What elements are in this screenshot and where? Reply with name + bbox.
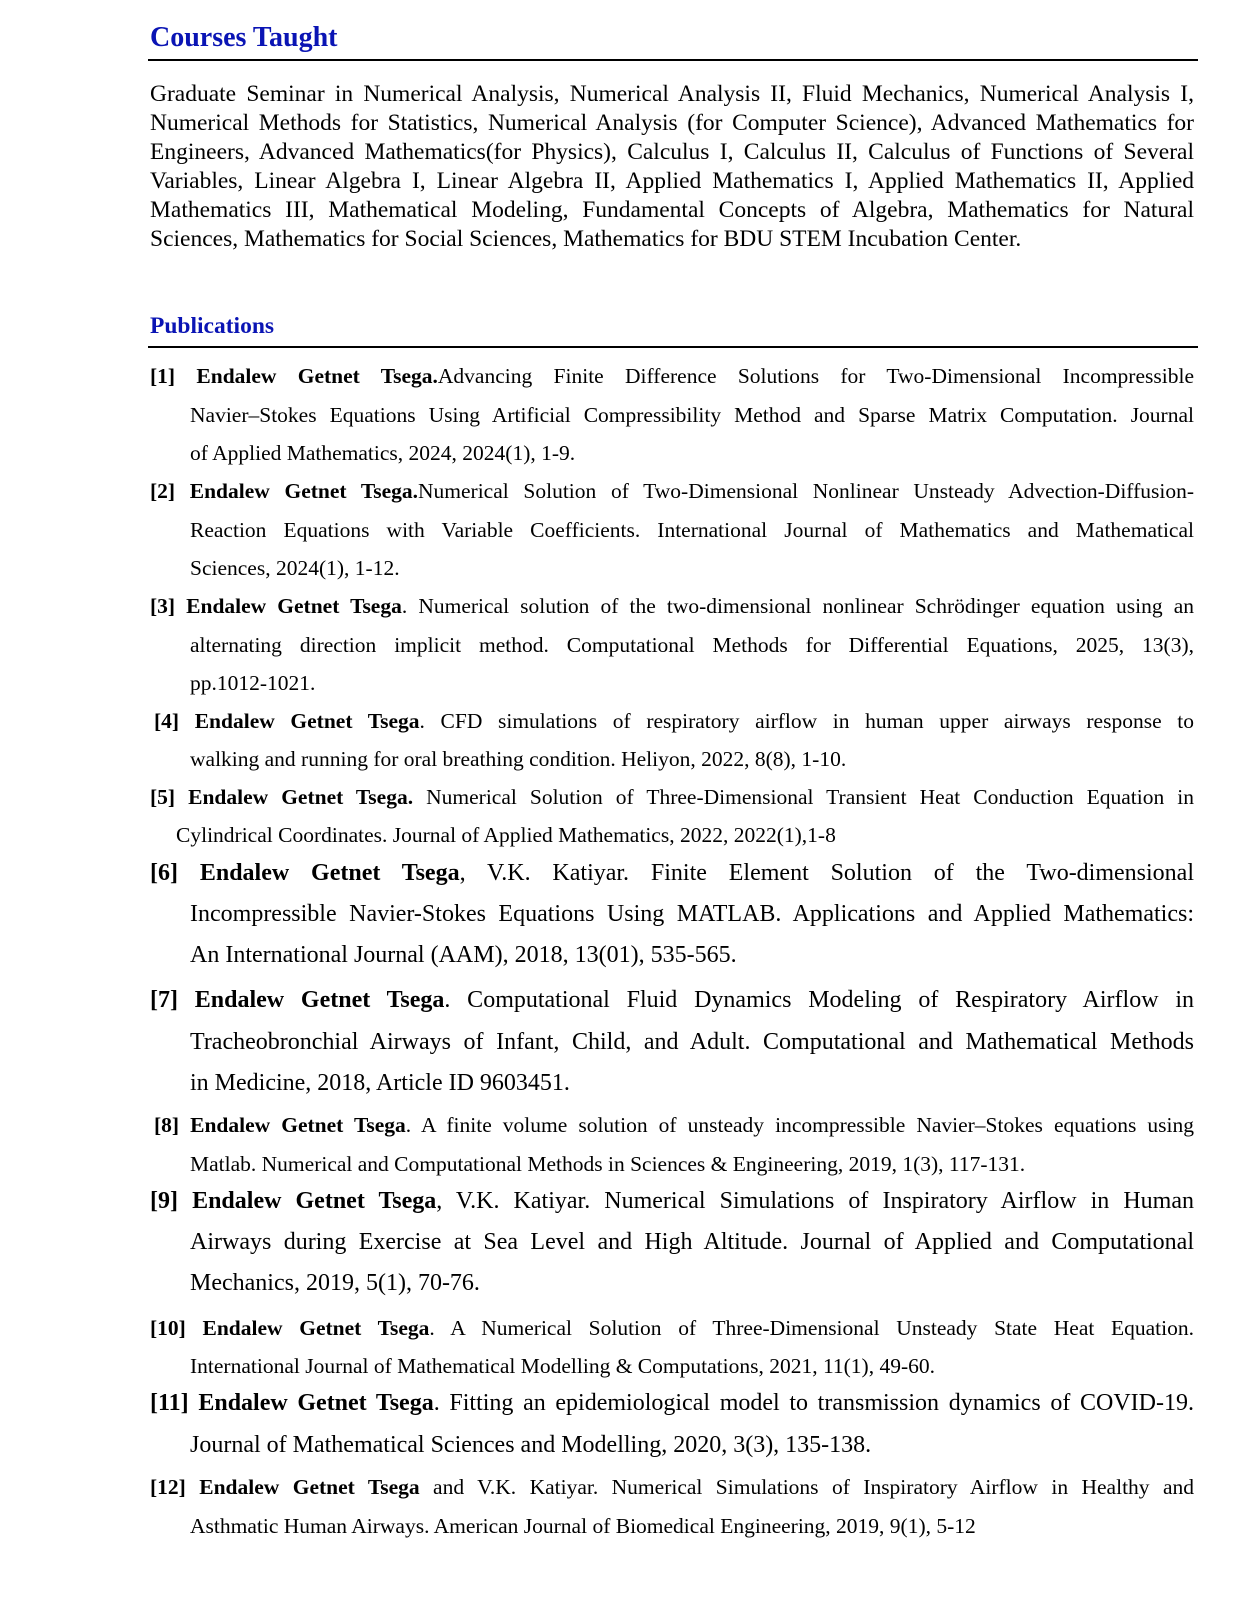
publication-number: [2] [150,479,190,503]
publication-author: Endalew Getnet Tsega [199,860,460,886]
publication-continuation-line: pp.1012-1021. [190,671,316,695]
publication-continuation-line: Asthmatic Human Airways. American Journal of Biomedical Engineering, 2019, 9(1), 5-12 [190,1514,976,1538]
publication-title-line: , V.K. Katiyar. Numerical Simulations of Inspiratory Airflow in Human [436,1188,1194,1214]
publication-continuation-line: Airways during Exercise at Sea Level and High Altitude. Journal of Applied and Computational [190,1229,1194,1255]
publication-item [154,1106,1194,1183]
publication-author: Endalew Getnet Tsega [194,709,420,733]
publication-number: [7] [150,987,195,1013]
courses-list-text: Graduate Seminar in Numerical Analysis, Numerical Analysis II, Fluid Mechanics, Numerical Analysis I, Numerical Methods for Statistics, Numerical Analysis (for Computer Science), Advanced Mathematics for Engineers, Advanced Mathematics(for Physics), Calculus I, Calculus II, Calculus of Functions of Several Variables, Linear Algebra I, Linear Algebra II, Applied Mathematics I, Applied Mathematics II, Applied Mathematics III, Mathematical Modeling, Fundamental Concepts of Algebra, Mathematics for Natural Sciences, Mathematics for Social Sciences, Mathematics for BDU STEM Incubation Center. [150,81,1194,252]
publication-item [150,1181,1194,1304]
publications-divider [148,346,1198,348]
publication-number: [5] [150,785,189,809]
publication-item [150,980,1194,1105]
publication-author: Endalew Getnet Tsega [190,1113,406,1137]
publication-author: Endalew Getnet Tsega. [196,364,438,388]
publication-number: [11] [150,1390,199,1416]
publication-continuation-line: Journal of Mathematical Sciences and Modelling, 2020, 3(3), 135-138. [190,1431,872,1458]
publication-item [150,472,1194,588]
publication-continuation-line: Tracheobronchial Airways of Infant, Child, and Adult. Computational and Mathematical Methods [190,1028,1194,1055]
publication-author: Endalew Getnet Tsega [192,1188,437,1214]
publication-number: [12] [150,1475,200,1499]
publication-title-line: . Fitting an epidemiological model to transmission dynamics of COVID-19. [433,1390,1194,1416]
publication-item [150,587,1194,703]
publication-title-line: . Computational Fluid Dynamics Modeling of Respiratory Airflow in [444,987,1194,1013]
publication-continuation-line: Cylindrical Coordinates. Journal of Applied Mathematics, 2022, 2022(1),1-8 [176,822,836,847]
publication-continuation-line: Matlab. Numerical and Computational Methods in Sciences & Engineering, 2019, 1(3), 117-131. [190,1151,1026,1176]
publication-item [150,853,1194,976]
publication-continuation-line: in Medicine, 2018, Article ID 9603451. [190,1070,570,1096]
publication-number: [3] [150,594,187,618]
publication-number: [6] [150,860,200,886]
publication-continuation-line: An International Journal (AAM), 2018, 13(01), 535-565. [190,942,737,968]
publication-number: [1] [150,364,197,388]
publication-continuation-line: alternating direction implicit method. Computational Methods for Differential Equations, 2025, 13(3), [190,632,1194,657]
publication-continuation-line: Sciences, 2024(1), 1-12. [190,556,400,580]
publication-continuation-line: International Journal of Mathematical Modelling & Computations, 2021, 11(1), 49-60. [190,1354,935,1378]
publication-continuation-line: Mechanics, 2019, 5(1), 70-76. [190,1270,480,1296]
publication-title-line: Numerical Solution of Three-Dimensional Transient Heat Conduction Equation in [413,785,1194,809]
publication-author: Endalew Getnet Tsega [202,1316,430,1340]
publication-author: Endalew Getnet Tsega [194,987,445,1013]
courses-heading: Courses Taught [150,22,338,53]
publication-continuation-line: Reaction Equations with Variable Coefficients. International Journal of Mathematics and Mathematical [190,517,1194,542]
publication-number: [9] [150,1188,193,1214]
publication-title-line: . Numerical solution of the two-dimensional nonlinear Schrödinger equation using an [401,594,1194,618]
publication-author: Endalew Getnet Tsega [199,1475,420,1499]
publication-title-line: . CFD simulations of respiratory airflow in human upper airways response to [419,709,1194,733]
publication-title-line: Advancing Finite Difference Solutions for Two-Dimensional Incompressible [437,364,1194,388]
publication-continuation-line: walking and running for oral breathing condition. Heliyon, 2022, 8(8), 1-10. [190,746,847,771]
publications-heading: Publications [150,313,275,339]
publication-title-line: and V.K. Katiyar. Numerical Simulations of Inspiratory Airflow in Healthy and [419,1475,1194,1499]
publication-continuation-line: of Applied Mathematics, 2024, 2024(1), 1-9. [190,441,576,465]
publication-item [154,703,1194,778]
publication-item [150,779,1194,854]
publication-continuation-line: Navier–Stokes Equations Using Artificial Compressibility Method and Sparse Matrix Computation. Journal [190,402,1194,427]
publication-number: [4] [154,709,195,733]
publication-title-line: , V.K. Katiyar. Finite Element Solution of the Two-dimensional [459,860,1194,886]
publication-author: Endalew Getnet Tsega [198,1390,434,1416]
publication-item [150,1383,1194,1466]
publication-title-line: Numerical Solution of Two-Dimensional Nonlinear Unsteady Advection-Diffusion- [418,479,1194,503]
publication-title-line: . A Numerical Solution of Three-Dimensional Unsteady State Heat Equation. [429,1316,1194,1340]
publication-number: [10] [150,1316,203,1340]
publication-number: [8] [154,1113,191,1137]
publication-item [150,1468,1194,1546]
publication-item [150,357,1194,473]
courses-divider [148,59,1198,61]
publication-author: Endalew Getnet Tsega [186,594,402,618]
publication-title-line: . A finite volume solution of unsteady incompressible Navier–Stokes equations using [405,1113,1194,1137]
publication-continuation-line: Incompressible Navier-Stokes Equations Using MATLAB. Applications and Applied Mathematics: [190,901,1194,927]
publication-item [150,1309,1194,1385]
publication-author: Endalew Getnet Tsega. [189,479,418,503]
publication-author: Endalew Getnet Tsega. [188,785,414,809]
